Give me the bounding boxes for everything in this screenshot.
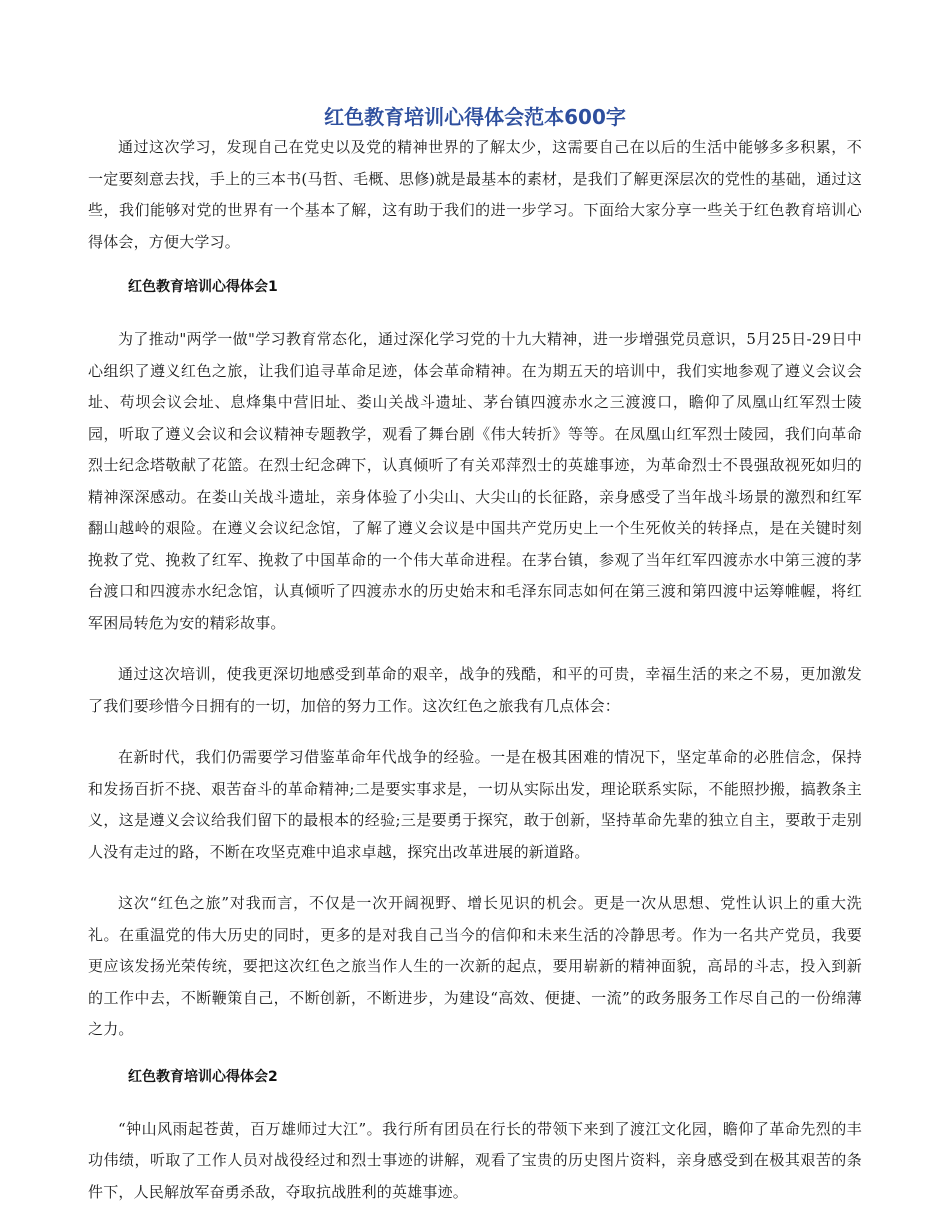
document-title: 红色教育培训心得体会范本600字 xyxy=(324,105,626,129)
section-1-paragraph-3: 在新时代，我们仍需要学习借鉴革命年代战争的经验。一是在极其困难的情况下，坚定革命的必胜信念，保持和发扬百折不挠、艰苦奋斗的革命精神;二是要实事求是，一切从实际出发，理论联系实际，不能照抄搬，搞教条主义，这是遵义会议给我们留下的最根本的经验;三是要勇于探究，敢于创新，坚持革命先辈的独立自主，要敢于走别人没有走过的路，不断在攻坚克难中追求卓越，探究出改革进展的新道路。 xyxy=(88,748,862,861)
section-2-heading: 红色教育培训心得体会2 xyxy=(128,1068,278,1085)
section-2-paragraph-1: “钟山风雨起苍黄，百万雄师过大江”。我行所有团员在行长的带领下来到了渡江文化园，瞻仰了革命先烈的丰功伟绩，听取了工作人员对战役经过和烈士事迹的讲解，观看了宝贵的历史图片资料，亲身感受到在极其艰苦的条件下，人民解放军奋勇杀敌，夺取抗战胜利的英雄事迹。 xyxy=(88,1119,862,1201)
section-1-paragraph-2: 通过这次培训，使我更深切地感受到革命的艰辛，战争的残酷，和平的可贵，幸福生活的来之不易，更加激发了我们要珍惜今日拥有的一切，加倍的努力工作。这次红色之旅我有几点体会： xyxy=(88,665,862,715)
intro-paragraph: 通过这次学习，发现自己在党史以及党的精神世界的了解太少，这需要自己在以后的生活中能够多多积累，不一定要刻意去找，手上的三本书(马哲、毛概、思修)就是最基本的素材，是我们了解更深层次的党性的基础，通过这些，我们能够对党的世界有一个基本了解，这有助于我们的进一步学习。下面给大家分享一些关于红色教育培训心得体会，方便大学习。 xyxy=(88,138,862,251)
section-1-paragraph-4: 这次“红色之旅”对我而言，不仅是一次开阔视野、增长见识的机会。更是一次从思想、党性认识上的重大洗礼。在重温党的伟大历史的同时，更多的是对我自己当今的信仰和未来生活的冷静思考。作为一名共产党员，我要更应该发扬光荣传统，要把这次红色之旅当作人生的一次新的起点，要用崭新的精神面貌，高昂的斗志，投入到新的工作中去，不断鞭策自己，不断创新，不断进步，为建设“高效、便捷、一流”的政务服务工作尽自己的一份绵薄之力。 xyxy=(88,894,862,1038)
section-1-heading: 红色教育培训心得体会1 xyxy=(128,279,278,295)
section-1-paragraph-1: 为了推动"两学一做"学习教育常态化，通过深化学习党的十九大精神，进一步增强党员意识，5月25日-29日中心组织了遵义红色之旅，让我们追寻革命足迹，体会革命精神。在为期五天的培训中，我们实地参观了遵义会议会址、苟坝会议会址、息烽集中营旧址、娄山关战斗遗址、茅台镇四渡赤水之三渡渡口，瞻仰了凤凰山红军烈士陵园，听取了遵义会议和会议精神专题教学，观看了舞台剧《伟大转折》等等。在凤凰山红军烈士陵园，我们向革命烈士纪念塔敬献了花篮。在烈士纪念碑下，认真倾听了有关邓萍烈士的英雄事迹，为革命烈士不畏强敌视死如归的精神深深感动。在娄山关战斗遗址，亲身体验了小尖山、大尖山的长征路，亲身感受了当年战斗场景的激烈和红军翻山越岭的艰险。在遵义会议纪念馆，了解了遵义会议是中国共产党历史上一个生死攸关的转择点，是在关键时刻挽救了党、挽救了红军、挽救了中国革命的一个伟大革命进程。在茅台镇，参观了当年红军四渡赤水中第三渡的茅台渡口和四渡赤水纪念馆，认真倾听了四渡赤水的历史始末和毛泽东同志如何在第三渡和第四渡中运筹帷幄，将红军困局转危为安的精彩故事。 xyxy=(88,330,862,632)
